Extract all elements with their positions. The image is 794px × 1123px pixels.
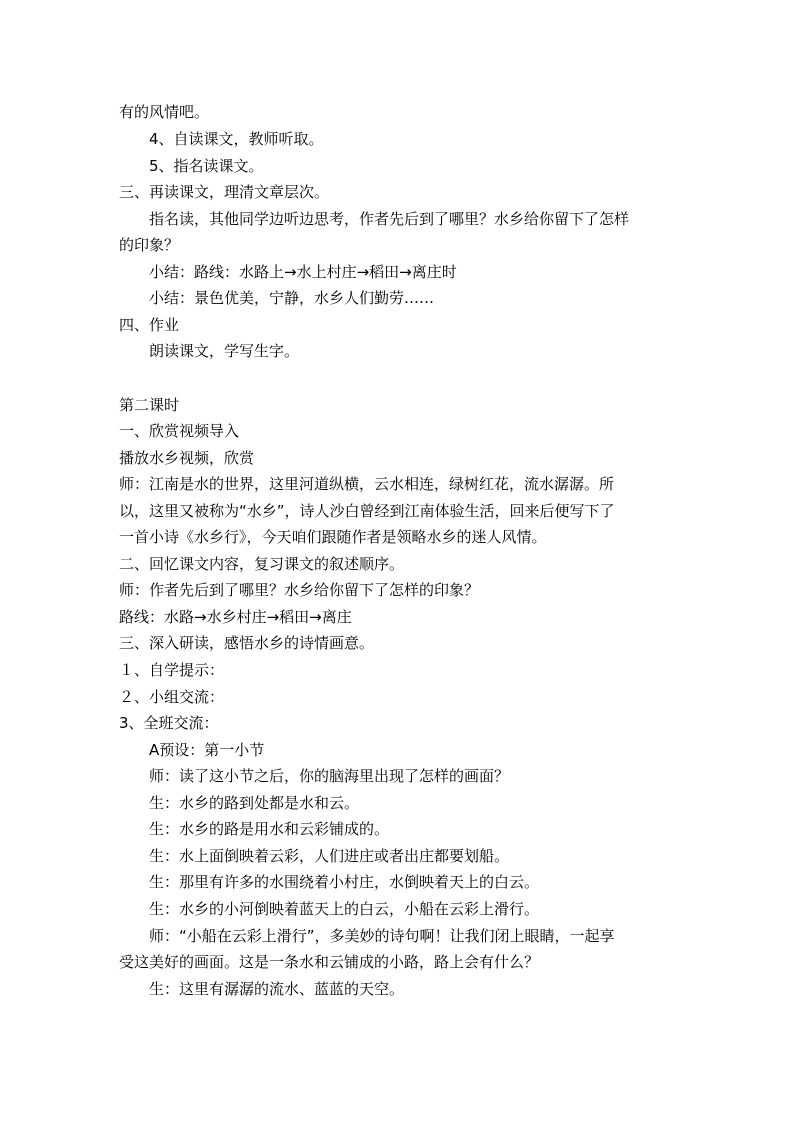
text-line: 指名读，其他同学边听边思考，作者先后到了哪里？水乡给你留下了怎样 — [149, 210, 630, 228]
section-heading: 一、欣赏视频导入 — [119, 422, 240, 440]
text-line: ２、小组交流： — [119, 688, 225, 706]
text-line: 有的风情吧。 — [119, 103, 210, 121]
text-line: 一首小诗《水乡行》，今天咱们跟随作者是领略水乡的迷人风情。 — [119, 528, 547, 546]
text-line: 生：这里有潺潺的流水、蓝蓝的天空。 — [149, 980, 405, 998]
text-line: 师：江南是水的世界，这里河道纵横，云水相连，绿树红花，流水潺潺。所 — [119, 475, 615, 493]
text-line: 生：水乡的小河倒映着蓝天上的白云，小船在云彩上滑行。 — [149, 900, 540, 918]
lesson-heading: 第二课时 — [119, 396, 180, 414]
text-line: 以，这里又被称为“水乡”，诗人沙白曾经到江南体验生活，回来后便写下了 — [119, 502, 615, 520]
text-line: 播放水乡视频，欣赏 — [119, 449, 255, 467]
text-line: 路线：水路→水乡村庄→稻田→离庄 — [119, 608, 352, 626]
text-line: １、自学提示： — [119, 661, 225, 679]
text-line: 3、全班交流： — [119, 714, 219, 732]
section-heading: 三、深入研读，感悟水乡的诗情画意。 — [119, 634, 375, 652]
text-line: 生：水乡的路是用水和云彩铺成的。 — [149, 820, 390, 838]
text-line: 师：作者先后到了哪里？水乡给你留下了怎样的印象？ — [119, 581, 480, 599]
text-line: 5、指名读课文。 — [149, 157, 264, 175]
section-heading: 二、回忆课文内容，复习课文的叙述顺序。 — [119, 555, 405, 573]
section-heading: 四、作业 — [119, 316, 180, 334]
text-line: 小结：路线：水路上→水上村庄→稻田→离庄时 — [149, 263, 457, 281]
text-line: 小结：景色优美，宁静，水乡人们勤劳…… — [149, 289, 435, 307]
text-line: 受这美好的画面。这是一条水和云铺成的小路，路上会有什么？ — [119, 953, 540, 971]
section-heading: 三、再读课文，理清文章层次。 — [119, 183, 330, 201]
text-line: 生：水上面倒映着云彩，人们进庄或者出庄都要划船。 — [149, 847, 510, 865]
text-line: 生：那里有许多的水围绕着小村庄，水倒映着天上的白云。 — [149, 873, 540, 891]
text-line: 4、自读课文，教师听取。 — [149, 130, 324, 148]
text-line: 生：水乡的路到处都是水和云。 — [149, 794, 360, 812]
text-line: 的印象？ — [119, 236, 180, 254]
text-line: A预设：第一小节 — [149, 741, 265, 759]
text-line: 师：“小船在云彩上滑行”，多美妙的诗句啊！让我们闭上眼睛，一起享 — [149, 927, 615, 945]
text-line: 师：读了这小节之后，你的脑海里出现了怎样的画面？ — [149, 767, 510, 785]
text-line: 朗读课文，学写生字。 — [149, 342, 300, 360]
